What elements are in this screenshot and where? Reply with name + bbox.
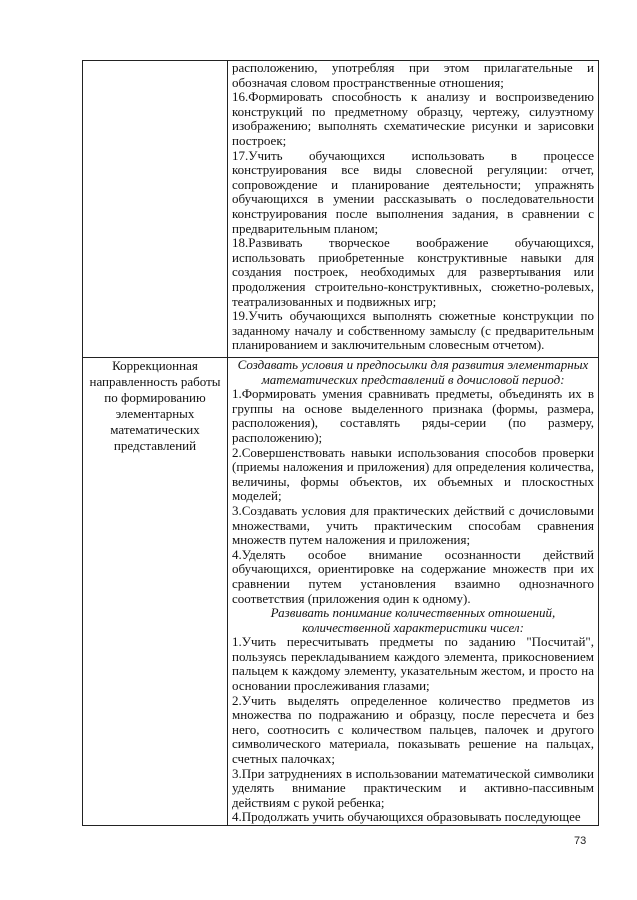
paragraph: 4.Продолжать учить обучающихся образовывать последующее [232, 809, 581, 825]
row1-content-cell [228, 61, 599, 358]
paragraph: 2.Учить выделять определенное количество предметов из множества по подражанию и образцу, после пересчета и без него, соотносить с количеством пальцев, палочек и другого символического материала, показывать решение на пальцах, счетных палочках; [232, 692, 594, 767]
row2-content-cell [228, 358, 599, 826]
paragraph: 2.Совершенствовать навыки использования способов проверки (приемы наложения и приложения) для определения количества, величины, формы объектов, их объемных и плоскостных моделей; [232, 444, 594, 504]
section-label: Коррекционная направленность работы по формированию элементарных математических представлений [89, 358, 221, 453]
paragraph: 4.Уделять особое внимание осознанности действий обучающихся, ориентировке на содержание множеств при их сравнении путем установления взаимно однозначного соответствия (приложения один к одному). [232, 546, 594, 606]
paragraph: 18.Развивать творческое воображение обучающихся, использовать приобретенные конструктивные навыки для создания построек, необходимых для развертывания или продолжения строительно-конструктивных, сюжетно-ролевых, театрализованных и подвижных игр; [232, 235, 594, 309]
section-heading: Создавать условия и предпосылки для развития элементарных математических представлений в дочисловой период: [237, 357, 589, 387]
paragraph: 16.Формировать способность к анализу и воспроизведению конструкций по предметному образцу, чертежу, силуэтному изображению; выполнять схематические рисунки и зарисовки построек; [232, 89, 594, 148]
paragraph: 17.Учить обучающихся использовать в процессе конструирования все виды словесной регуляции: отчет, сопровождение и планирование деятельности; упражнять обучающихся в умении рассказывать о последовательности конструирования после выполнения задания, в сравнении с предварительным планом; [232, 147, 594, 236]
page-number: 73 [574, 835, 587, 847]
paragraph: 1.Учить пересчитывать предметы по заданию "Посчитай", пользуясь перекладыванием каждого элемента, прикосновением пальцем к каждому элементу, указательным жестом, и просто на основании прослеживания глазами; [232, 634, 594, 694]
table-row [83, 61, 599, 358]
paragraph: 3.Создавать условия для практических действий с дочисловыми множествами, учить практическим способам сравнения множеств путем наложения и приложения; [232, 502, 594, 548]
row2-left-cell [83, 358, 228, 826]
section-heading: Развивать понимание количественных отношений, количественной характеристики чисел: [270, 605, 556, 635]
paragraph: 1.Формировать умения сравнивать предметы, объединять их в группы на основе выделенного признака (формы, размера, расположения), составлять ряды-серии (по размеру, расположению); [232, 386, 594, 445]
paragraph: расположению, употребляя при этом прилагательные и обозначая словом пространственные отношения; [232, 60, 594, 90]
paragraph: 3.При затруднениях в использовании математической символики уделять внимание практическим и активно-пассивным действиям с рукой ребенка; [232, 765, 594, 810]
paragraph: 19.Учить обучающихся выполнять сюжетные конструкции по заданному началу и собственному замыслу (с предварительным планированием и заключительным словесным отчетом). [232, 308, 594, 353]
table-row [83, 358, 599, 826]
row1-left-cell [83, 61, 228, 358]
program-table [82, 60, 599, 826]
